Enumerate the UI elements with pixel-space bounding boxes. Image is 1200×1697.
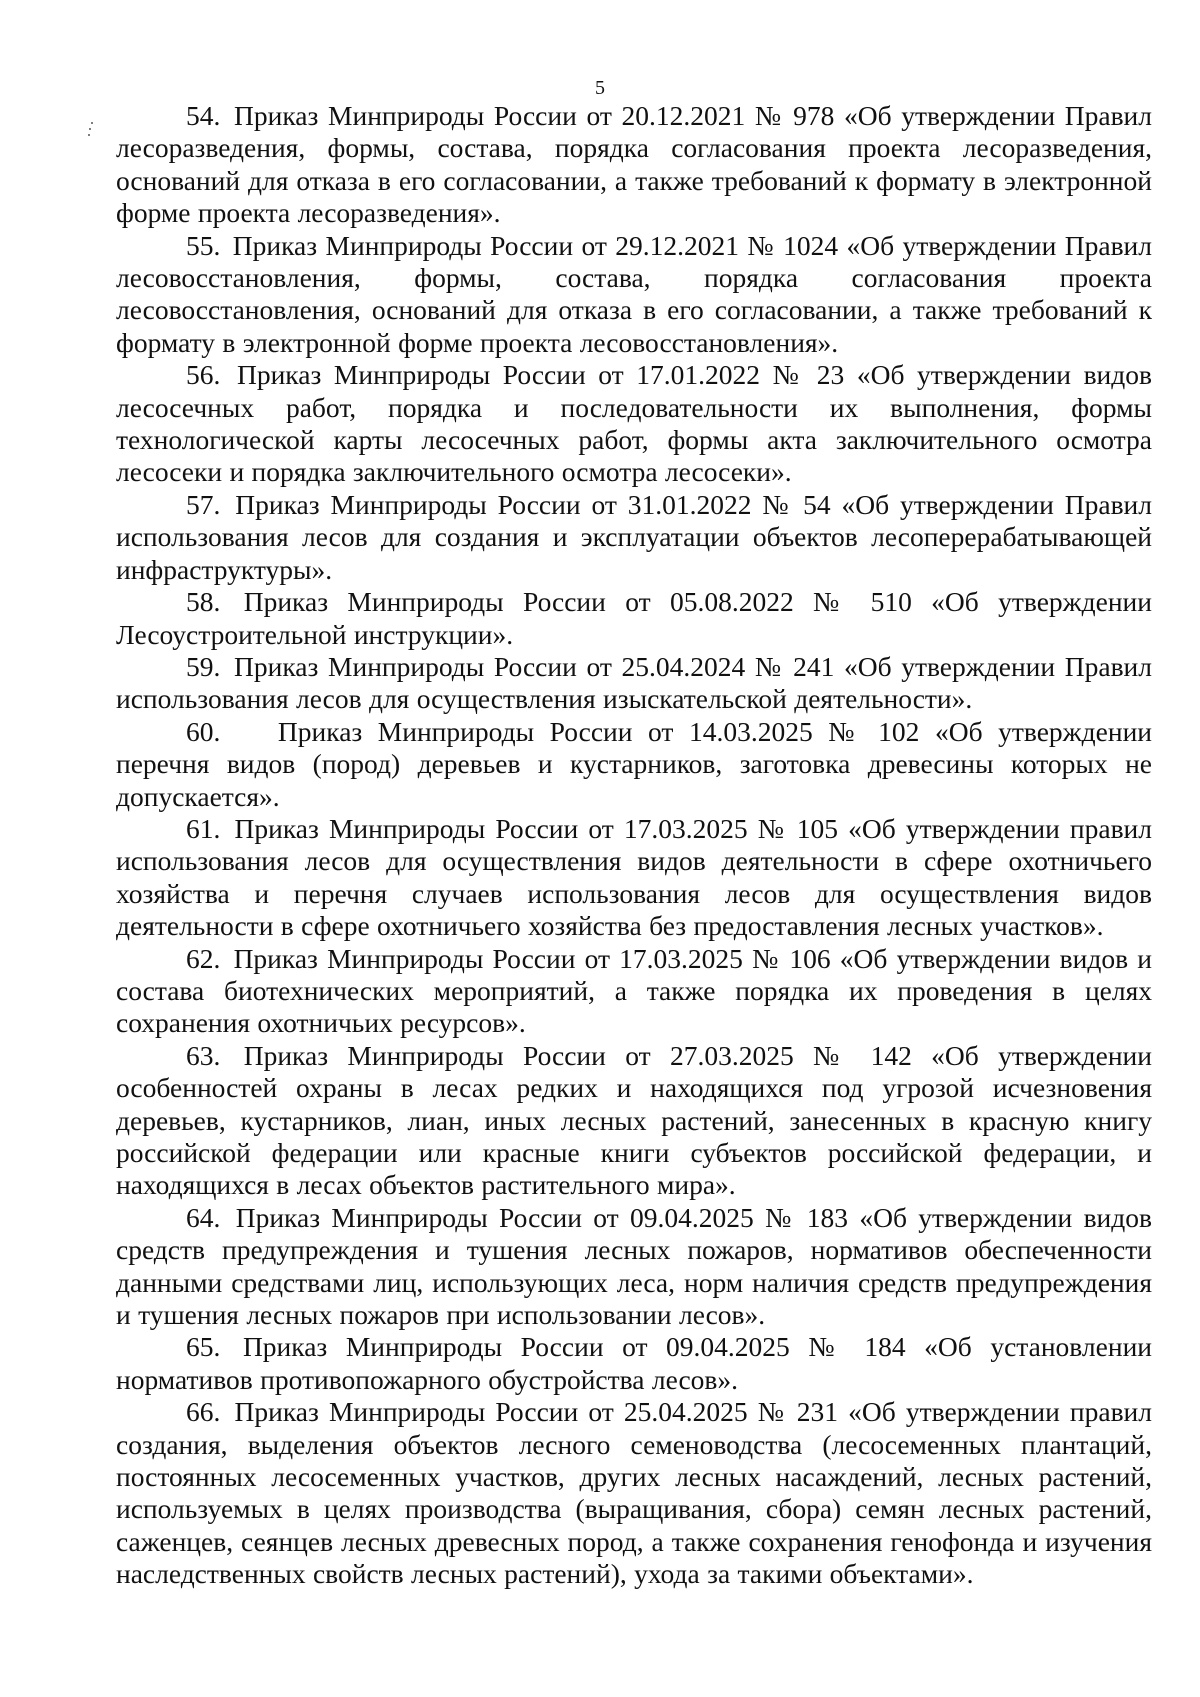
list-item-number: 60. (186, 715, 221, 747)
list-item-text: Приказ Минприроды России от 05.08.2022 № 510 «Об утверждении Лесоустроительной инструкции». (116, 586, 1152, 650)
list-item-text: Приказ Минприроды России от 09.04.2025 № 184 «Об установлении нормативов противопожарного обустройства лесов». (116, 1331, 1152, 1395)
list-item-text: Приказ Минприроды России от 14.03.2025 № 102 «Об утверждении перечня видов (пород) деревьев и кустарников, заготовка древесины которых не допускается». (116, 715, 1152, 812)
list-item-number: 59. (186, 650, 221, 682)
list-item-text: Приказ Минприроды России от 25.04.2025 № 231 «Об утверждении правил создания, выделения объектов лесного семеноводства (лесосеменных плантаций, постоянных лесосеменных участков, других лесных насаждений, лесных растений, используемых в целях производства (выращивания, сбора) семян лесных растений, саженцев, сеянцев лесных древесных пород, а также сохранения генофонда и изучения наследственных свойств лесных растений), ухода за такими объектами». (116, 1396, 1153, 1590)
list-item-number: 66. (186, 1396, 221, 1428)
list-item (116, 716, 1152, 813)
list-item (116, 943, 1152, 1040)
list-item-number: 58. (186, 586, 221, 618)
list-item (116, 651, 1152, 716)
list-item (116, 230, 1152, 360)
list-item-text: Приказ Минприроды России от 20.12.2021 № 978 «Об утверждении Правил лесоразведения, формы, состава, порядка согласования проекта лесоразведения, оснований для отказа в его согласовании, а также требований к формату в электронной форме проекта лесоразведения». (116, 100, 1153, 229)
list-item-text: Приказ Минприроды России от 17.03.2025 № 105 «Об утверждении правил использования лесов для осуществления видов деятельности в сфере охотничьего хозяйства и перечня случаев использования лесов для осуществления видов деятельности в сфере охотничьего хозяйства без предоставления лесных участков». (116, 812, 1153, 942)
list-item-text: Приказ Минприроды России от 29.12.2021 № 1024 «Об утверждении Правил лесовосстановления, формы, состава, порядка согласования проекта лесовосстановления, оснований для отказа в его согласовании, а также требований к формату в электронной форме проекта лесовосстановления». (116, 229, 1153, 358)
document-body (116, 100, 1152, 1591)
list-item-text: Приказ Минприроды России от 17.01.2022 № 23 «Об утверждении видов лесосечных работ, порядка и последовательности их выполнения, формы технологической карты лесосечных работ, формы акта заключительного осмотра лесосеки и порядка заключительного осмотра лесосеки». (116, 359, 1152, 488)
list-item-number: 64. (186, 1201, 221, 1233)
list-item-number: 57. (186, 488, 221, 520)
list-item (116, 1396, 1152, 1590)
list-item-number: 54. (186, 100, 221, 131)
list-item (116, 1040, 1152, 1202)
list-item (116, 813, 1152, 943)
list-item-text: Приказ Минприроды России от 09.04.2025 № 183 «Об утверждении видов средств предупреждения и тушения лесных пожаров, нормативов обеспеченности данными средствами лиц, использующих леса, норм наличия средств предупреждения и тушения лесных пожаров при использовании лесов». (116, 1201, 1152, 1331)
list-item (116, 100, 1152, 230)
list-item-text: Приказ Минприроды России от 27.03.2025 № 142 «Об утверждении особенностей охраны в лесах редких и находящихся под угрозой исчезновения деревьев, кустарников, лиан, иных лесных растений, занесенных в красную книгу российской федерации или красные книги субъектов российской федерации, и находящихся в лесах объектов растительного мира». (116, 1039, 1152, 1201)
list-item-text: Приказ Минприроды России от 17.03.2025 № 106 «Об утверждении видов и состава биотехнических мероприятий, а также порядка их проведения в целях сохранения охотничьих ресурсов». (116, 942, 1152, 1039)
list-item-number: 65. (186, 1331, 221, 1363)
page-number: 5 (595, 77, 605, 99)
list-item-number: 62. (186, 942, 221, 974)
list-item (116, 1331, 1152, 1396)
list-item-number: 61. (186, 812, 221, 844)
list-item-number: 63. (186, 1039, 221, 1071)
list-item (116, 586, 1152, 651)
list-item-number: 56. (186, 359, 221, 391)
list-item-text: Приказ Минприроды России от 25.04.2024 № 241 «Об утверждении Правил использования лесов для осуществления изыскательской деятельности». (116, 650, 1153, 715)
list-item (116, 489, 1152, 586)
list-item (116, 1202, 1152, 1332)
list-item-text: Приказ Минприроды России от 31.01.2022 № 54 «Об утверждении Правил использования лесов для создания и эксплуатации объектов лесоперерабатывающей инфраструктуры». (116, 488, 1153, 585)
list-item-number: 55. (186, 229, 221, 261)
list-item (116, 359, 1152, 489)
scan-speck (88, 122, 94, 136)
